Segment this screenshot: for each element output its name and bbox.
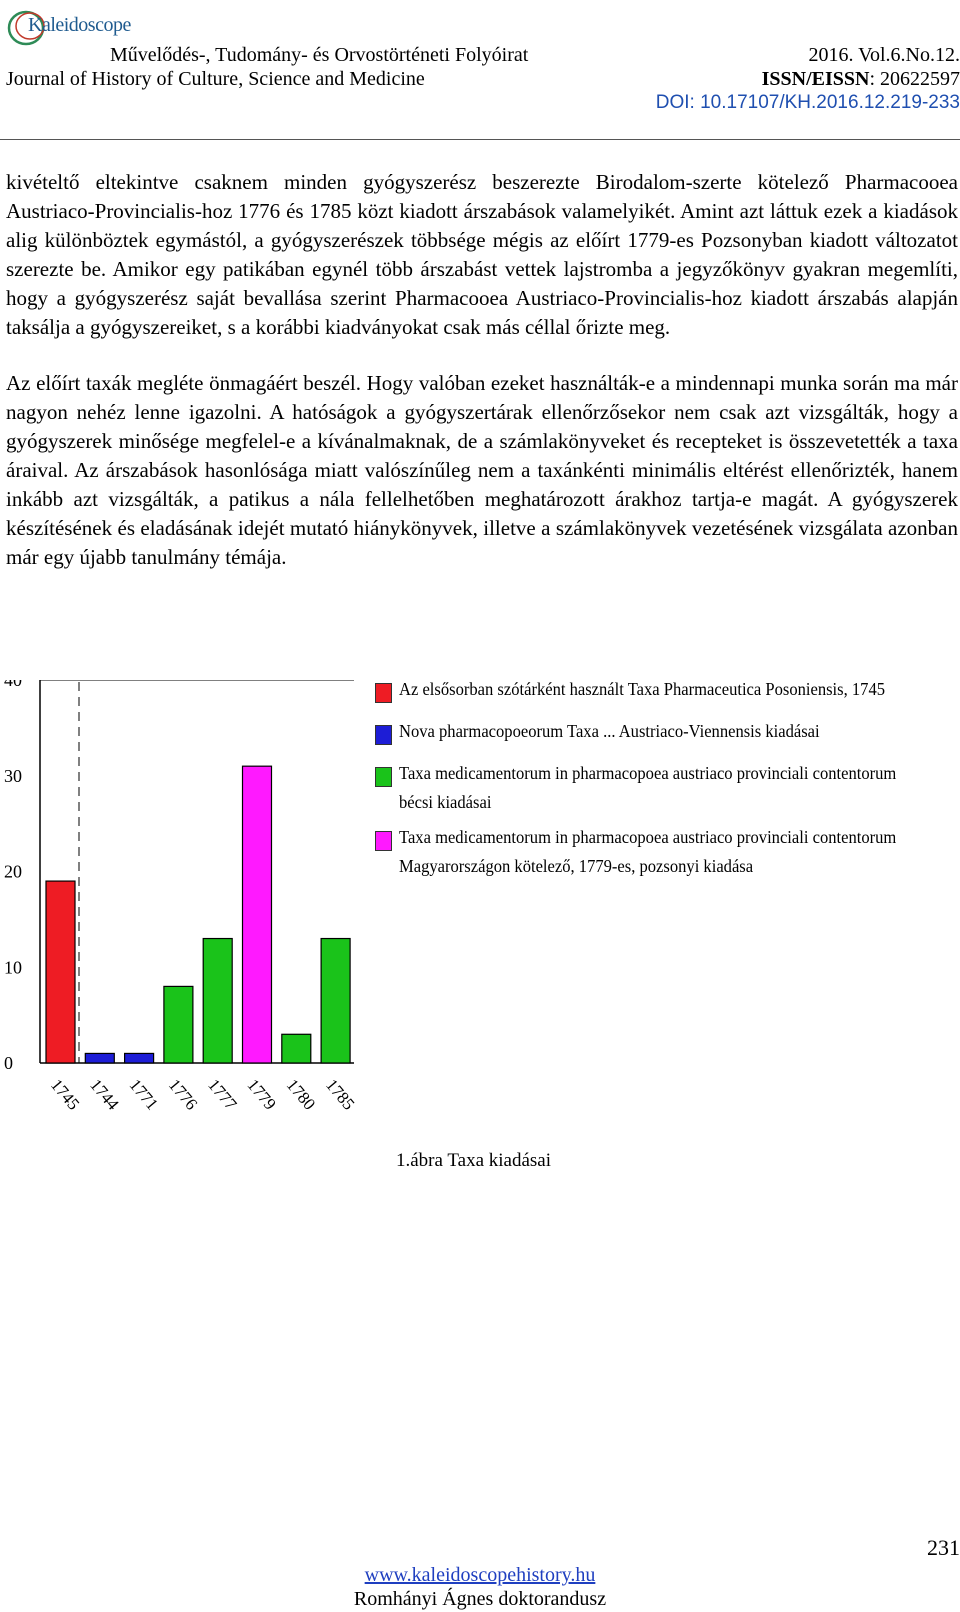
bar-1776 (164, 986, 193, 1063)
issn-value: : 20622597 (869, 68, 960, 90)
x-tick-label: 1785 (322, 1075, 359, 1114)
bar-1777 (203, 939, 232, 1063)
y-tick-label: 20 (4, 861, 22, 882)
paragraph-1: kivételtő eltekintve csaknem minden gyógyszerész beszerezte Birodalom-szerte kötelező Pharmacooea Austriaco-Provincialis-hoz 1776 és 1785 közt kiadott árszabások valamelyikét. Amint azt láttuk ezek a kiadások alig különböztek egymástól, a gyógyszerészek többsége mégis az előírt 1779-es Pozsonyban kiadott változatot szerezte be. Amikor egy patikában egynél több árszabást vettek lajstromba a jegyzőkönyv gyakran megemlíti, hogy a gyógyszerész saját bevallása szerint Pharmacooea Austriaco-Provincialis-hoz kiadott árszabás alapján taksálja a gyógyszereiket, s a korábbi kiadványokat csak más céllal őrizte meg. (6, 170, 958, 339)
issue-info: 2016. Vol.6.No.12. (808, 44, 960, 66)
x-tick-label: 1745 (46, 1075, 84, 1114)
bar-1744 (85, 1053, 114, 1063)
legend-label: Taxa medicamentorum in pharmacopoea austriaco provinciali contentorum (399, 827, 897, 847)
legend-swatch (375, 683, 392, 703)
doi-link[interactable]: DOI: 10.17107/KH.2016.12.219-233 (655, 92, 960, 113)
bar-chart (0, 680, 960, 1150)
bar-1745 (46, 881, 75, 1063)
bar-1780 (282, 1034, 311, 1063)
y-tick-label: 0 (4, 1053, 13, 1073)
legend-label: Magyarországon kötelező, 1779-es, pozsonyi kiadása (399, 856, 754, 876)
author-name: Romhányi Ágnes doktorandusz (353, 1588, 607, 1610)
issn-info (762, 68, 960, 91)
figure-caption: 1.ábra Taxa kiadásai (396, 1150, 551, 1171)
article-body (6, 168, 958, 599)
logo-text: Kaleidoscope (28, 14, 131, 36)
page-number: 231 (927, 1535, 960, 1560)
legend-swatch (375, 767, 392, 787)
x-tick-label: 1776 (164, 1075, 202, 1114)
legend-swatch (375, 725, 392, 745)
y-tick-label: 30 (4, 765, 22, 786)
header-rule (0, 139, 960, 140)
journal-title-hu: Művelődés-, Tudomány- és Orvostörténeti Folyóirat (110, 44, 529, 66)
figure-1 (0, 680, 960, 1160)
legend-label: bécsi kiadásai (399, 792, 492, 812)
x-tick-label: 1777 (204, 1075, 241, 1114)
y-tick-label: 40 (4, 680, 22, 690)
x-tick-label: 1779 (243, 1075, 280, 1114)
legend-label: Nova pharmacopoeorum Taxa ... Austriaco-Viennensis kiadásai (399, 721, 820, 741)
y-tick-label: 10 (4, 957, 22, 978)
legend-label: Taxa medicamentorum in pharmacopoea austriaco provinciali contentorum (399, 763, 897, 783)
legend-swatch (375, 831, 392, 851)
paragraph-2: Az előírt taxák megléte önmagáért beszél. Hogy valóban ezeket használták-e a mindennapi munka során ma már nagyon nehéz lenne igazolni. A hatóságok a gyógyszertárak ellenőrzősekor nem csak azt vizsgálták, hogy a gyógyszerek minősége megfelel-e a kívánalmaknak, de a számlakönyveket és recepteket is összevetették a taxa áraival. Az árszabások hasonlósága miatt valószínűleg nem a taxánkénti minimális eltérést ellenőrizték, hanem inkább azt vizsgálták, a patikus a nála fellelhetőben meghatározott árakhoz tartja-e magát. A gyógyszerek készítésének és eladásának idejét mutató hiánykönyvek, illetve a számlakönyvek vezetésének vizsgálata azonban már egy újabb tanulmány témája. (6, 371, 958, 569)
bar-1771 (125, 1053, 154, 1063)
x-tick-label: 1780 (282, 1075, 320, 1114)
x-tick-label: 1771 (125, 1075, 162, 1114)
issn-label: ISSN/EISSN (761, 68, 870, 90)
journal-title-en: Journal of History of Culture, Science and Medicine (6, 68, 425, 90)
legend-label: Az elsősorban szótárként használt Taxa Pharmaceutica Posoniensis, 1745 (399, 679, 886, 699)
bar-1779 (243, 766, 272, 1063)
page-header (0, 0, 960, 142)
website-link[interactable]: www.kaleidoscopehistory.hu (364, 1564, 596, 1586)
x-tick-label: 1744 (86, 1075, 123, 1114)
bar-1785 (321, 939, 350, 1063)
